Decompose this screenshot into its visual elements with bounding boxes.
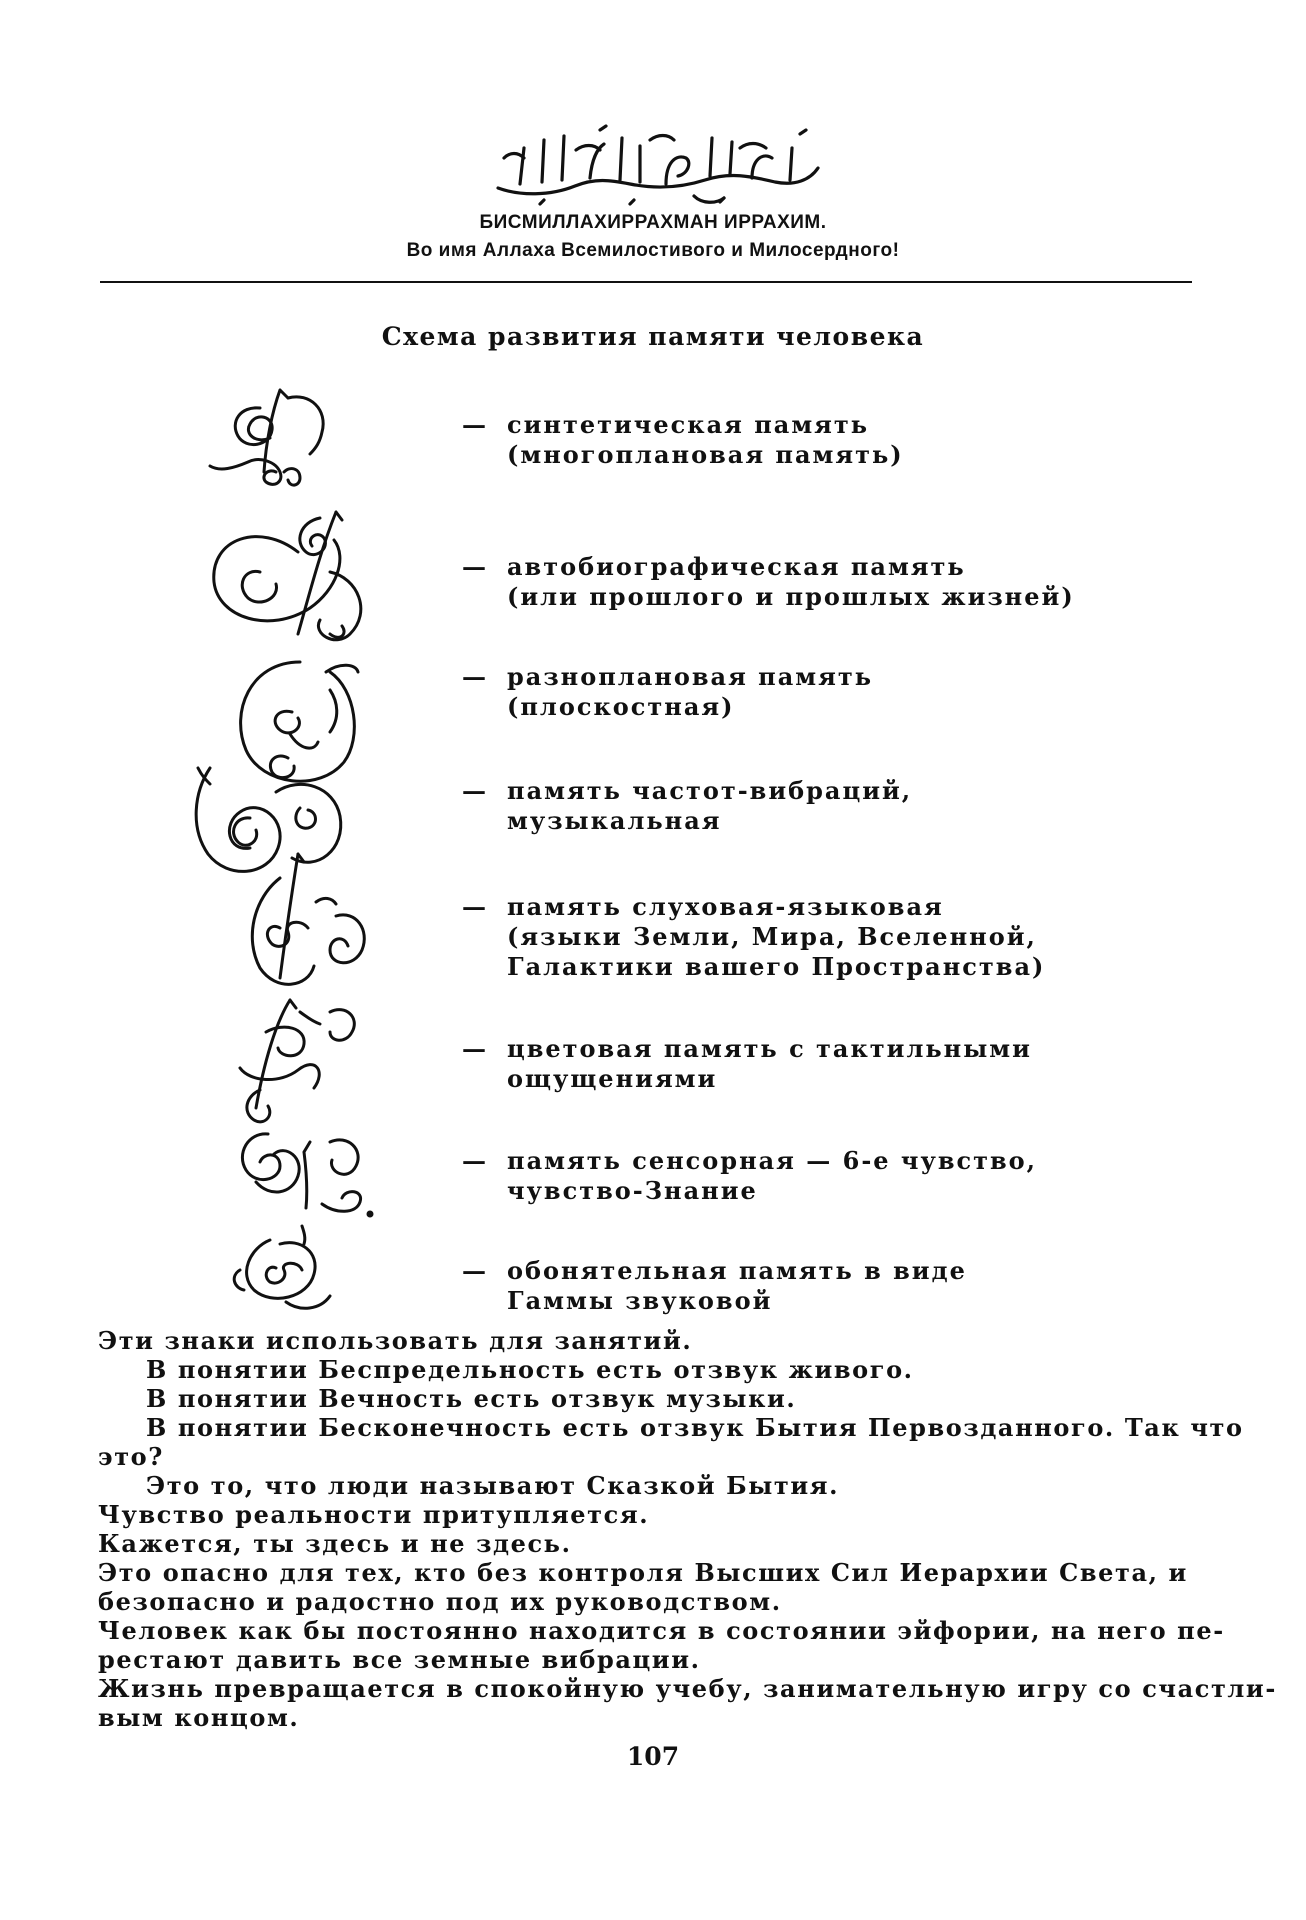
scheme-item-autobiographical xyxy=(462,552,1075,612)
item-dash: — xyxy=(462,892,488,921)
item-text-line: память слуховая-языковая xyxy=(507,892,944,921)
item-dash: — xyxy=(462,1256,488,1285)
paragraph-continuation: вым концом. xyxy=(98,1703,300,1732)
item-text-line: (языки Земли, Мира, Вселенной, xyxy=(507,922,1037,951)
sign-auditory-memory xyxy=(252,854,364,984)
header-transliteration: БИСМИЛЛАХИРРАХМАН ИРРАХИМ. xyxy=(479,212,827,233)
item-dash: — xyxy=(462,410,488,439)
item-dash: — xyxy=(462,1034,488,1063)
item-text-line: автобиографическая память xyxy=(507,552,966,581)
sign-autobiographical-memory xyxy=(214,512,361,640)
paragraph: В понятии Бесконечность есть отзвук Бытия Первозданного. Так что xyxy=(146,1413,1244,1442)
paragraph: Чувство реальности притупляется. xyxy=(98,1500,650,1529)
header-translation: Во имя Аллаха Всемилостивого и Милосердного! xyxy=(406,240,900,261)
item-text-line: чувство-Знание xyxy=(507,1176,758,1205)
item-text-line: синтетическая память xyxy=(507,410,870,439)
scheme-item-frequency xyxy=(462,776,912,836)
sign-olfactory-memory xyxy=(234,1226,330,1308)
sign-sensory-memory xyxy=(242,1134,372,1216)
item-text-line: музыкальная xyxy=(507,806,722,835)
item-text-line: обонятельная память в виде xyxy=(507,1256,967,1285)
item-text-line: Гаммы звуковой xyxy=(507,1286,773,1315)
body-text xyxy=(98,1326,1277,1732)
sign-color-memory xyxy=(240,1000,354,1122)
scheme-item-color xyxy=(462,1034,1032,1094)
sign-frequency-memory xyxy=(196,768,341,871)
item-text-line: память сенсорная — 6-е чувство, xyxy=(507,1146,1038,1175)
scheme-item-synthetic xyxy=(462,410,904,470)
scheme-item-olfactory xyxy=(462,1256,967,1316)
paragraph: Жизнь превращается в спокойную учебу, занимательную игру со счастли- xyxy=(98,1674,1277,1703)
paragraph: В понятии Беспредельность есть отзвук живого. xyxy=(146,1355,914,1384)
item-text-line: ощущениями xyxy=(507,1064,718,1093)
item-dash: — xyxy=(462,1146,488,1175)
paragraph: Эти знаки использовать для занятий. xyxy=(98,1326,693,1355)
paragraph: Это опасно для тех, кто без контроля Высших Сил Иерархии Света, и xyxy=(98,1558,1188,1587)
scheme-item-multiplanar xyxy=(462,662,873,722)
item-text-line: цветовая память с тактильными xyxy=(507,1034,1032,1063)
paragraph: Это то, что люди называют Сказкой Бытия. xyxy=(146,1471,840,1500)
item-text-line: (многоплановая память) xyxy=(507,440,904,469)
paragraph-continuation: безопасно и радостно под их руководством. xyxy=(98,1587,782,1616)
sign-synthetic-memory xyxy=(210,390,323,485)
scheme-title: Схема развития памяти человека xyxy=(381,322,925,351)
paragraph-continuation: это? xyxy=(98,1442,164,1471)
paragraph: В понятии Вечность есть отзвук музыки. xyxy=(146,1384,797,1413)
paragraph: Человек как бы постоянно находится в состоянии эйфории, на него пе- xyxy=(98,1616,1225,1645)
header-divider xyxy=(100,281,1192,283)
item-text-line: разноплановая память xyxy=(507,662,874,691)
paragraph-continuation: рестают давить все земные вибрации. xyxy=(98,1645,701,1674)
paragraph: Кажется, ты здесь и не здесь. xyxy=(98,1529,572,1558)
page-number: 107 xyxy=(626,1742,680,1771)
scheme-item-auditory xyxy=(462,892,1045,982)
item-text-line: (или прошлого и прошлых жизней) xyxy=(507,582,1075,611)
sign-multiplanar-memory xyxy=(241,662,358,781)
item-text-line: память частот-вибраций, xyxy=(507,776,913,805)
item-dash: — xyxy=(462,662,488,691)
item-dash: — xyxy=(462,552,488,581)
bismillah-calligraphy xyxy=(480,118,830,208)
scheme-item-sensory xyxy=(462,1146,1037,1206)
item-dash: — xyxy=(462,776,488,805)
item-text-line: (плоскостная) xyxy=(507,692,735,721)
item-text-line: Галактики вашего Пространства) xyxy=(507,952,1046,981)
memory-signs-drawing xyxy=(180,372,440,1332)
